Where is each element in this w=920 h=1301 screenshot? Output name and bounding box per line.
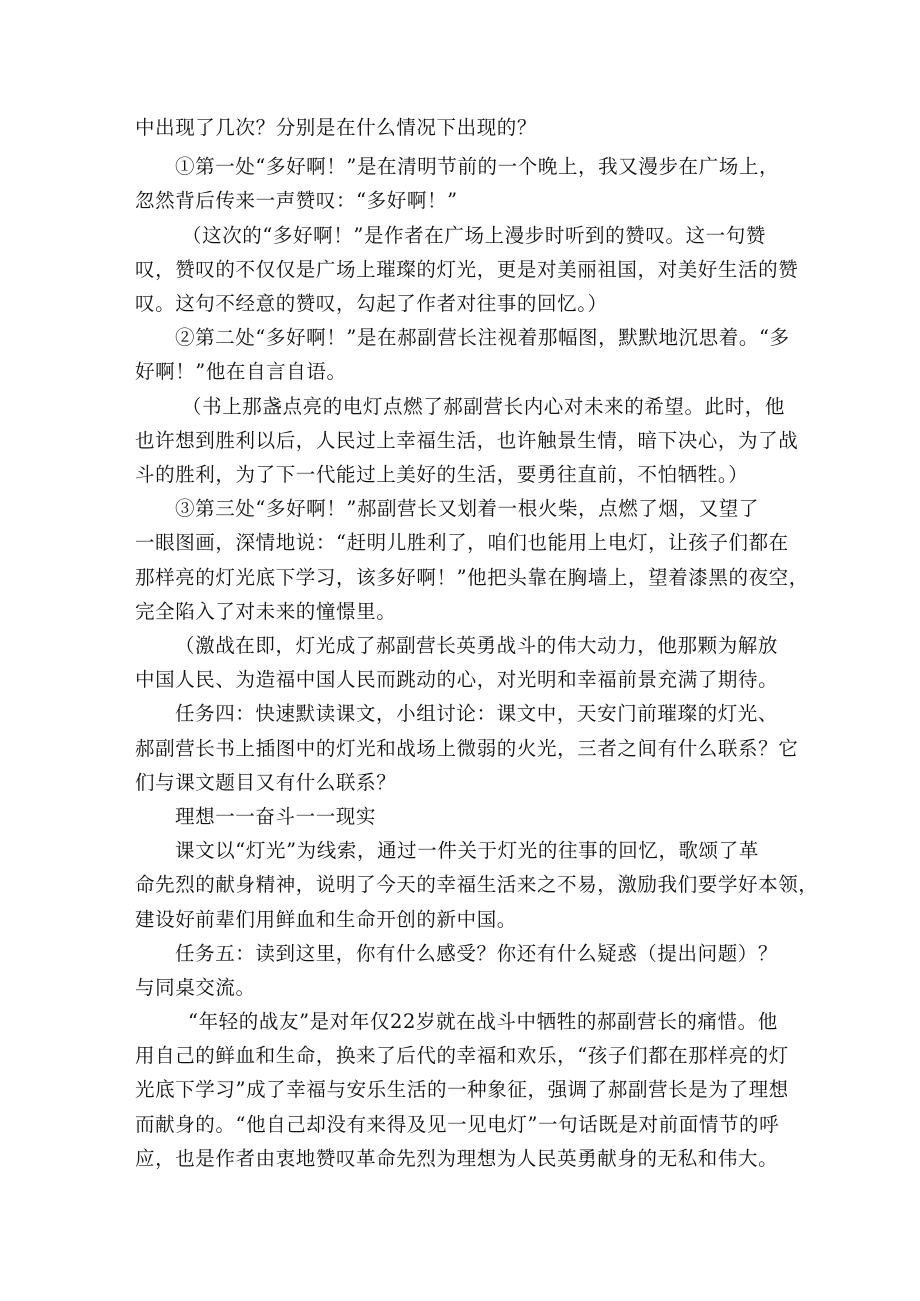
text-line: （这次的“多好啊！”是作者在广场上漫步时听到的赞叹。这一句赞: [182, 224, 766, 247]
text-line: 也许想到胜利以后，人民过上幸福生活，也许触景生情，暗下决心，为了战: [135, 429, 799, 452]
text-line: 完全陷入了对未来的憧憬里。: [135, 600, 397, 623]
text-line: 中国人民、为造福中国人民而跳动的心，对光明和幸福前景充满了期待。: [135, 668, 779, 691]
text-line: 建设好前辈们用鲜血和生命开创的新中国。: [135, 908, 517, 931]
text-line: 应，也是作者由衷地赞叹革命先烈为理想为人民英勇献身的无私和伟大。: [135, 1147, 779, 1170]
text-line: 那样亮的灯光底下学习，该多好啊！”他把头靠在胸墙上，望着漆黑的夜空，: [135, 566, 809, 589]
text-line: 忽然背后传来一声赞叹：“多好啊！”: [135, 189, 458, 212]
text-line: ③第三处“多好啊！”郝副营长又划着一根火柴，点燃了烟，又望了: [175, 497, 759, 520]
text-line: 命先烈的献身精神，说明了今天的幸福生活来之不易，激励我们要学好本领，: [135, 873, 819, 896]
text-line: 任务五：读到这里，你有什么感受？你还有什么疑惑（提出问题）？: [175, 942, 779, 965]
text-line: 斗的胜利，为了下一代能过上美好的生活，要勇往直前，不怕牺牲。）: [135, 463, 749, 486]
text-line: 们与课文题目又有什么联系？: [135, 771, 397, 794]
text-line: ①第一处“多好啊！”是在清明节前的一个晚上，我又漫步在广场上，: [175, 155, 780, 178]
text-line: 叹。这句不经意的赞叹，勾起了作者对往事的回忆。）: [135, 292, 608, 315]
text-line: （激战在即，灯光成了郝副营长英勇战斗的伟大动力，他那颗为解放: [175, 634, 779, 657]
text-line: 光底下学习”成了幸福与安乐生活的一种象征，强调了郝副营长是为了理想: [135, 1078, 789, 1101]
text-line: 用自己的鲜血和生命，换来了后代的幸福和欢乐，“孩子们都在那样亮的灯: [135, 1044, 789, 1067]
text-line: （书上那盏点亮的电灯点燃了郝副营长内心对未来的希望。此时，他: [182, 395, 786, 418]
text-line: 课文以“灯光”为线索，通过一件关于灯光的往事的回忆，歌颂了革: [175, 839, 759, 862]
text-line: 而献身的。“他自己却没有来得及见一见电灯”一句话既是对前面情节的呼: [135, 1113, 780, 1136]
text-line: 中出现了几次？分别是在什么情况下出现的？: [135, 116, 538, 139]
text-line: 理想一一奋斗一一现实: [175, 805, 377, 828]
text-line: 叹，赞叹的不仅仅是广场上璀璨的灯光，更是对美丽祖国，对美好生活的赞: [135, 258, 799, 281]
text-line: “年轻的战友”是对年仅22岁就在战斗中牺牲的郝副营长的痛惜。他: [188, 1010, 778, 1033]
text-line: 任务四：快速默读课文，小组讨论：课文中，天安门前璀璨的灯光、: [175, 702, 779, 725]
text-line: 好啊！”他在自言自语。: [135, 360, 347, 383]
text-line: ②第二处“多好啊！”是在郝副营长注视着那幅图，默默地沉思着。“多: [175, 326, 790, 349]
text-line: 郝副营长书上插图中的灯光和战场上微弱的火光，三者之间有什么联系？它: [135, 737, 799, 760]
text-line: 一眼图画，深情地说：“赶明儿胜利了，咱们也能用上电灯，让孩子们都在: [135, 531, 789, 554]
text-line: 与同桌交流。: [135, 976, 256, 999]
